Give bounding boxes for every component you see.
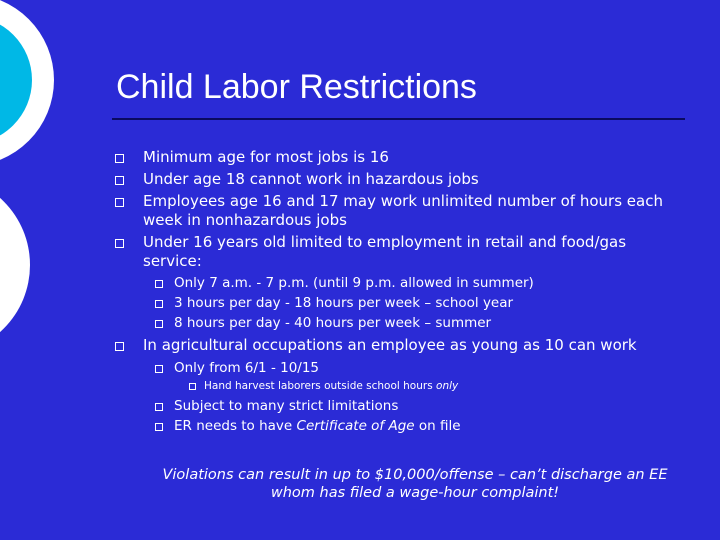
square-bullet-icon — [189, 383, 196, 390]
bullet-text: Under age 18 cannot work in hazardous jobs — [143, 170, 479, 188]
sub-bullet-text: Only 7 a.m. - 7 p.m. (until 9 p.m. allowed in summer) — [174, 275, 534, 291]
sub-bullet-item — [112, 293, 677, 313]
emphasis-text: only — [436, 380, 459, 392]
bullet-text: Employees age 16 and 17 may work unlimited number of hours each week in nonhazardous jobs — [143, 192, 663, 229]
decorative-circle-lower — [0, 175, 30, 355]
square-bullet-icon — [155, 423, 163, 431]
violations-note: Violations can result in up to $10,000/offense – can’t discharge an EE whom has filed a wage-hour complaint! — [162, 467, 668, 501]
sub-sub-bullet-item — [112, 378, 677, 394]
square-bullet-icon — [115, 154, 124, 163]
slide-title: Child Labor Restrictions — [116, 68, 477, 106]
square-bullet-icon — [155, 280, 163, 288]
sub-bullet-item — [112, 416, 677, 436]
bullet-item — [112, 192, 677, 230]
sub-bullet-text: Only from 6/1 - 10/15 — [174, 360, 320, 376]
bullet-text: In agricultural occupations an employee as young as 10 can work — [143, 336, 637, 354]
bullet-list — [112, 148, 677, 436]
emphasis-text: Certificate of Age — [296, 418, 415, 434]
square-bullet-icon — [155, 320, 163, 328]
bullet-text: Minimum age for most jobs is 16 — [143, 148, 389, 166]
sub-bullet-text: 3 hours per day - 18 hours per week – school year — [174, 295, 514, 311]
bullet-item — [112, 233, 677, 271]
sub-bullet-text: 8 hours per day - 40 hours per week – summer — [174, 315, 492, 331]
bullet-item — [112, 170, 677, 189]
square-bullet-icon — [115, 198, 124, 207]
bullet-item — [112, 148, 677, 167]
sub-sub-bullet-text: Hand harvest laborers outside school hours — [204, 380, 437, 392]
square-bullet-icon — [115, 239, 124, 248]
sub-bullet-item — [112, 313, 677, 333]
title-divider — [112, 118, 685, 120]
sub-bullet-text-pre: ER needs to have — [174, 418, 297, 434]
bullet-item — [112, 336, 677, 355]
square-bullet-icon — [155, 403, 163, 411]
square-bullet-icon — [115, 342, 124, 351]
sub-bullet-item — [112, 396, 677, 416]
bullet-text: Under 16 years old limited to employment in retail and food/gas service: — [143, 233, 627, 270]
sub-bullet-text: Subject to many strict limitations — [174, 398, 399, 414]
square-bullet-icon — [155, 300, 163, 308]
square-bullet-icon — [115, 176, 124, 185]
sub-bullet-item — [112, 273, 677, 293]
square-bullet-icon — [155, 365, 163, 373]
sub-bullet-text-post: on file — [414, 418, 461, 434]
sub-bullet-item — [112, 358, 677, 378]
